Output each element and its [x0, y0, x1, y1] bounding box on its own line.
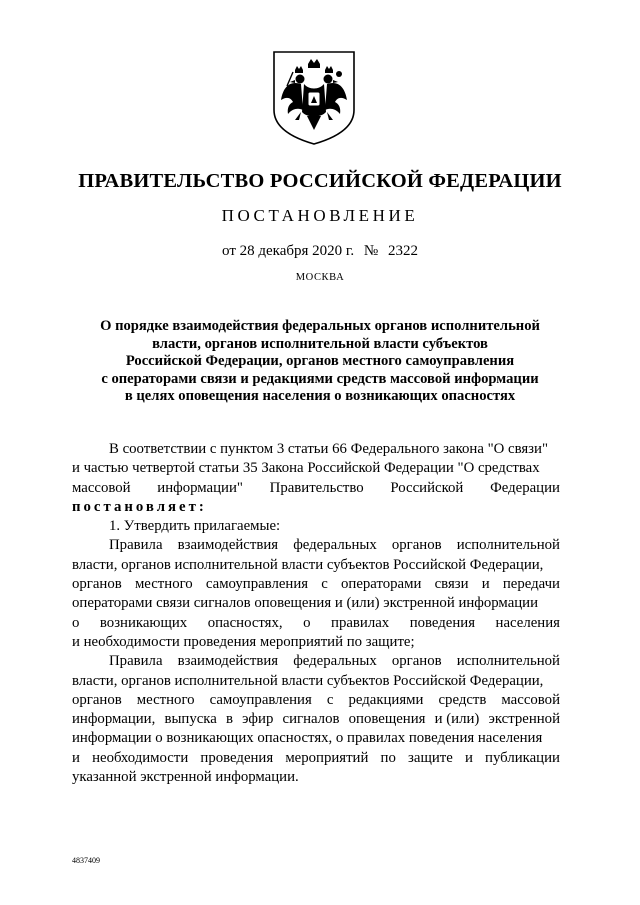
word: с	[326, 691, 334, 708]
body-line: и частью четвертой статьи 35 Закона Российской Федерации "О средствах	[72, 460, 540, 477]
word: опасностях,	[207, 614, 283, 631]
word: исполнительной	[456, 537, 560, 554]
word: и (или)	[434, 711, 480, 728]
word: с	[321, 576, 328, 593]
document-number: 2322	[387, 243, 418, 259]
body-line: власти, органов исполнительной власти субъектов Российской Федерации,	[72, 672, 544, 689]
document-type: ПОСТАНОВЛЕНИЕ	[221, 206, 419, 225]
body-line-justified	[72, 710, 560, 729]
document-heading	[60, 318, 580, 406]
body-line-justified	[72, 536, 560, 555]
body-line-justified	[72, 691, 560, 710]
body-line: указанной экстренной информации.	[72, 769, 299, 786]
word: самоуправления	[209, 691, 312, 708]
word: и	[481, 576, 490, 593]
word: защите	[408, 749, 453, 766]
word: органов	[72, 691, 122, 708]
body-line: власти, органов исполнительной власти субъектов Российской Федерации,	[72, 556, 544, 573]
resolution-word: постановляет:	[72, 498, 207, 515]
heading-line: О порядке взаимодействия федеральных органов исполнительной	[100, 318, 540, 334]
word: возникающих	[99, 614, 188, 631]
word: необходимости	[92, 749, 189, 766]
word: Федерации	[490, 479, 560, 496]
heading-line: власти, органов исполнительной власти субъектов	[152, 335, 488, 352]
body-line-justified	[72, 614, 560, 633]
word: мероприятий	[285, 749, 369, 766]
word: федеральных	[293, 653, 377, 670]
body-line-justified	[72, 575, 560, 594]
word: массовой	[501, 691, 560, 708]
word: Правила	[109, 537, 163, 554]
word: по	[380, 749, 396, 766]
word: Правительство	[269, 479, 364, 496]
heading-line: Российской Федерации, органов местного самоуправления	[125, 353, 515, 370]
word: и	[72, 749, 80, 766]
word: и	[464, 749, 473, 766]
body-line-justified	[72, 479, 560, 498]
body-line: и необходимости проведения мероприятий по защите;	[72, 633, 415, 650]
word: информации,	[72, 711, 156, 728]
word: о	[72, 614, 80, 631]
word: местного	[136, 691, 195, 708]
item-1: 1. Утвердить прилагаемые:	[109, 518, 281, 535]
word: информации"	[157, 479, 243, 496]
word: Правила	[109, 653, 163, 670]
word: связи	[434, 576, 469, 593]
word: массовой	[72, 479, 131, 496]
document-body	[72, 440, 560, 787]
body-line-justified	[72, 652, 560, 671]
word: местного	[134, 576, 193, 593]
word: органов	[72, 576, 122, 593]
word: взаимодействия	[177, 653, 279, 670]
heading-line: в целях оповещения населения о возникающих опасностях	[124, 388, 516, 405]
word: населения	[495, 614, 560, 631]
word: Российской	[390, 479, 464, 496]
body-line: В соответствии с пунктом 3 статьи 66 Федерального закона "О связи"	[109, 441, 548, 457]
word: оповещения	[348, 711, 426, 728]
word: исполнительной	[456, 653, 560, 670]
number-sign: №	[363, 243, 379, 259]
word: эфир	[242, 711, 274, 728]
word: самоуправления	[205, 576, 309, 593]
government-title: ПРАВИТЕЛЬСТВО РОССИЙСКОЙ ФЕДЕРАЦИИ	[78, 170, 562, 192]
word: органов	[391, 537, 442, 554]
word: редакциями	[348, 691, 424, 708]
word: правилах	[331, 614, 390, 631]
word: взаимодействия	[177, 537, 279, 554]
word: федеральных	[293, 537, 377, 554]
body-line: информации о возникающих опасностях, о правилах поведения населения	[72, 730, 543, 747]
word: о	[303, 614, 311, 631]
word: органов	[391, 653, 442, 670]
city: МОСКВА	[295, 272, 345, 283]
document-date-line	[0, 243, 640, 260]
coat-of-arms-emblem	[271, 50, 357, 146]
heading-line: с операторами связи и редакциями средств массовой информации	[101, 370, 539, 387]
word: проведения	[200, 749, 274, 766]
word: сигналов	[282, 711, 340, 728]
document-date: от 28 декабря 2020 г.	[222, 243, 355, 259]
word: выпуска	[164, 711, 217, 728]
word: в	[226, 711, 233, 728]
document-code: 4837409	[72, 856, 100, 865]
body-line-justified	[72, 749, 560, 768]
body-line: операторами связи сигналов оповещения и (или) экстренной информации	[72, 595, 539, 612]
word: средств	[438, 691, 487, 708]
word: передачи	[502, 576, 560, 593]
word: поведения	[409, 614, 476, 631]
word: экстренной	[488, 711, 560, 728]
word: операторами	[341, 576, 422, 593]
word: публикации	[485, 749, 560, 766]
